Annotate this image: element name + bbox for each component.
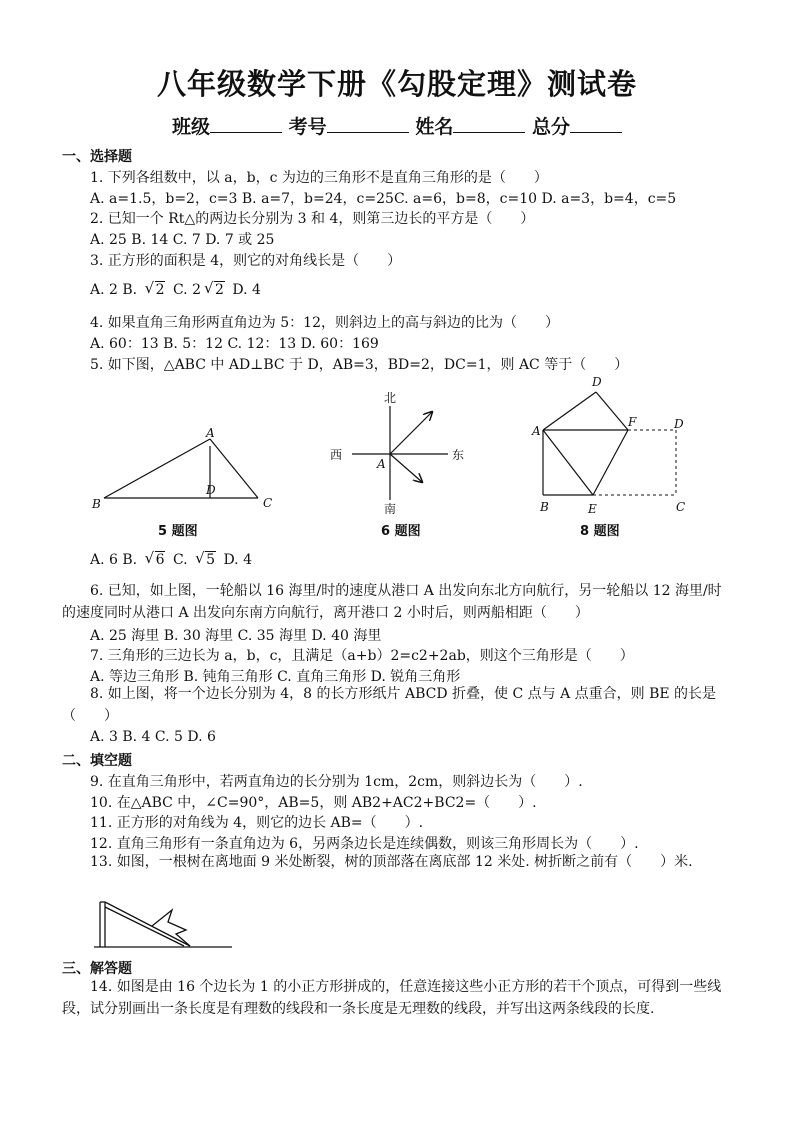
fig5-label-a: A (206, 426, 215, 440)
q5-option-c-sqrt: √ 5 (195, 552, 216, 568)
fig5-side-ab (104, 439, 210, 498)
fig8-fold-ae (543, 430, 593, 495)
figure-5-caption: 5 题图 (158, 524, 198, 539)
q8-text: 8. 如上图，将一个边长分别为 4，8 的长方形纸片 ABCD 折叠，使 C 点与 A 点重合，则 BE 的长是（ ） (62, 686, 717, 724)
fig13-fallen-top-lower (105, 907, 184, 946)
score-label: 总分 (531, 116, 570, 138)
q3-option-b-sqrt: √ 2 (145, 282, 166, 298)
q4-stem: 4. 如果直角三角形两直角边为 5：12，则斜边上的高与斜边的比为（ ） (90, 315, 559, 331)
q1-stem: 1. 下列各组数中，以 a，b，c 为边的三角形不是直角三角形的是（ ） (90, 170, 548, 186)
fig8-side-df-folded (596, 392, 628, 430)
q2-stem: 2. 已知一个 Rt△的两边长分别为 3 和 4，则第三边长的平方是（ ） (90, 211, 535, 227)
section-fill-heading: 二、填空题 (62, 753, 132, 769)
fig5-label-c: C (263, 496, 273, 510)
fig6-label-west: 西 (330, 448, 343, 462)
q5-option-c-label: C. (172, 552, 188, 568)
fig6-label-east: 东 (452, 448, 465, 462)
fig8-side-ad-folded (543, 392, 596, 430)
number-label: 考号 (288, 116, 327, 138)
q1-options: A. a=1.5，b=2，c=3 B. a=7，b=24，c=25C. a=6，b=8，c=10 D. a=3，b=4，c=5 (90, 191, 677, 207)
q6-options: A. 25 海里 B. 30 海里 C. 35 海里 D. 40 海里 (90, 628, 382, 644)
student-info-row (0, 112, 794, 139)
fig6-southeast-arrow (390, 454, 422, 482)
fig8-label-f: F (628, 415, 637, 429)
q3-stem: 3. 正方形的面积是 4，则它的对角线长是（ ） (90, 253, 402, 269)
fig8-label-a: A (532, 424, 541, 438)
q5-option-a: A. 6 B. (90, 552, 138, 568)
q14-text: 14. 如图是由 16 个边长为 1 的小正方形拼成的，任意连接这些小正方形的若干个顶点，可得到一些线段，试分别画出一条长度是有理数的线段和一条长度是无理数的线段，并写出这两条线段的长度. (62, 979, 722, 1017)
class-blank[interactable] (210, 114, 282, 133)
fig8-crease-ef (593, 430, 628, 495)
q5-options (90, 552, 252, 568)
name-label: 姓名 (415, 116, 454, 138)
q6-text: 6. 已知，如上图，一轮船以 16 海里/时的速度从港口 A 出发向东北方向航行，另一轮船以 12 海里/时的速度同时从港口 A 出发向东南方向航行，离开港口 2 小时后，则两船相距（ ） (62, 583, 722, 621)
fig6-label-north: 北 (384, 391, 397, 405)
page-title: 八年级数学下册《勾股定理》测试卷 (156, 67, 637, 101)
fig8-label-b: B (540, 500, 549, 514)
class-label: 班级 (172, 116, 211, 138)
q4-options: A. 60：13 B. 5：12 C. 12：13 D. 60：169 (90, 336, 379, 352)
fig13-leaves (152, 910, 190, 946)
fig5-side-ac (210, 439, 258, 498)
score-blank[interactable] (570, 114, 622, 133)
fig8-label-d-top: D (592, 375, 602, 389)
q3-options (90, 282, 261, 298)
fig5-label-b: B (92, 497, 101, 511)
fig6-label-south: 南 (384, 502, 397, 516)
q7-options: A. 等边三角形 B. 钝角三角形 C. 直角三角形 D. 锐角三角形 (90, 669, 461, 685)
q3-option-c-coef: 2 (192, 282, 201, 298)
q7-stem: 7. 三角形的三边长为 a，b，c，且满足（a+b）2=c2+2ab，则这个三角形是（ ） (90, 648, 634, 664)
figure-13-broken-tree (94, 894, 236, 952)
figure-5-triangle (86, 428, 286, 518)
fig13-fallen-top-upper (105, 902, 190, 946)
q3-option-a: A. 2 B. (90, 282, 138, 298)
name-blank[interactable] (453, 114, 525, 133)
figure-8-caption: 8 题图 (580, 524, 620, 539)
q10-text: 10. 在△ABC 中，∠C=90°，AB=5，则 AB2+AC2+BC2=（ ）. (90, 795, 537, 811)
figure-8-folded-rectangle (526, 372, 696, 522)
q5-stem: 5. 如下图，△ABC 中 AD⊥BC 于 D，AB=3，BD=2，DC=1，则 AC 等于（ ） (90, 357, 629, 373)
section-choice-heading: 一、选择题 (62, 149, 132, 165)
q2-options: A. 25 B. 14 C. 7 D. 7 或 25 (90, 232, 275, 248)
q12-text: 12. 直角三角形有一条直角边为 6，另两条边长是连续偶数，则该三角形周长为（ ）. (90, 836, 639, 852)
number-blank[interactable] (327, 114, 409, 133)
fig6-label-a: A (377, 457, 386, 471)
q5-option-d: D. 4 (223, 552, 252, 568)
q3-option-d: D. 4 (232, 282, 261, 298)
fig6-northeast-arrow (390, 412, 432, 454)
q3-option-c-label: C. (172, 282, 188, 298)
fig8-label-e: E (588, 502, 597, 516)
fig8-label-d-right: D (674, 417, 684, 431)
q11-text: 11. 正方形的对角线为 4，则它的边长 AB=（ ）. (90, 815, 424, 831)
section-answer-heading: 三、解答题 (62, 961, 132, 977)
figure-6-caption: 6 题图 (381, 524, 421, 539)
q9-text: 9. 在直角三角形中，若两直角边的长分别为 1cm，2cm，则斜边长为（ ）. (90, 774, 583, 790)
fig5-label-d: D (206, 483, 216, 497)
q5-option-b-sqrt: √ 6 (145, 552, 166, 568)
q8-options: A. 3 B. 4 C. 5 D. 6 (90, 729, 216, 745)
fig8-label-c: C (676, 500, 686, 514)
q13-text: 13. 如图，一根树在离地面 9 米处断裂，树的顶部落在离底部 12 米处. 树折断之前有（ ）米. (90, 854, 693, 870)
figure-6-compass (326, 388, 471, 518)
q3-option-c-sqrt: √ 2 (204, 282, 225, 298)
